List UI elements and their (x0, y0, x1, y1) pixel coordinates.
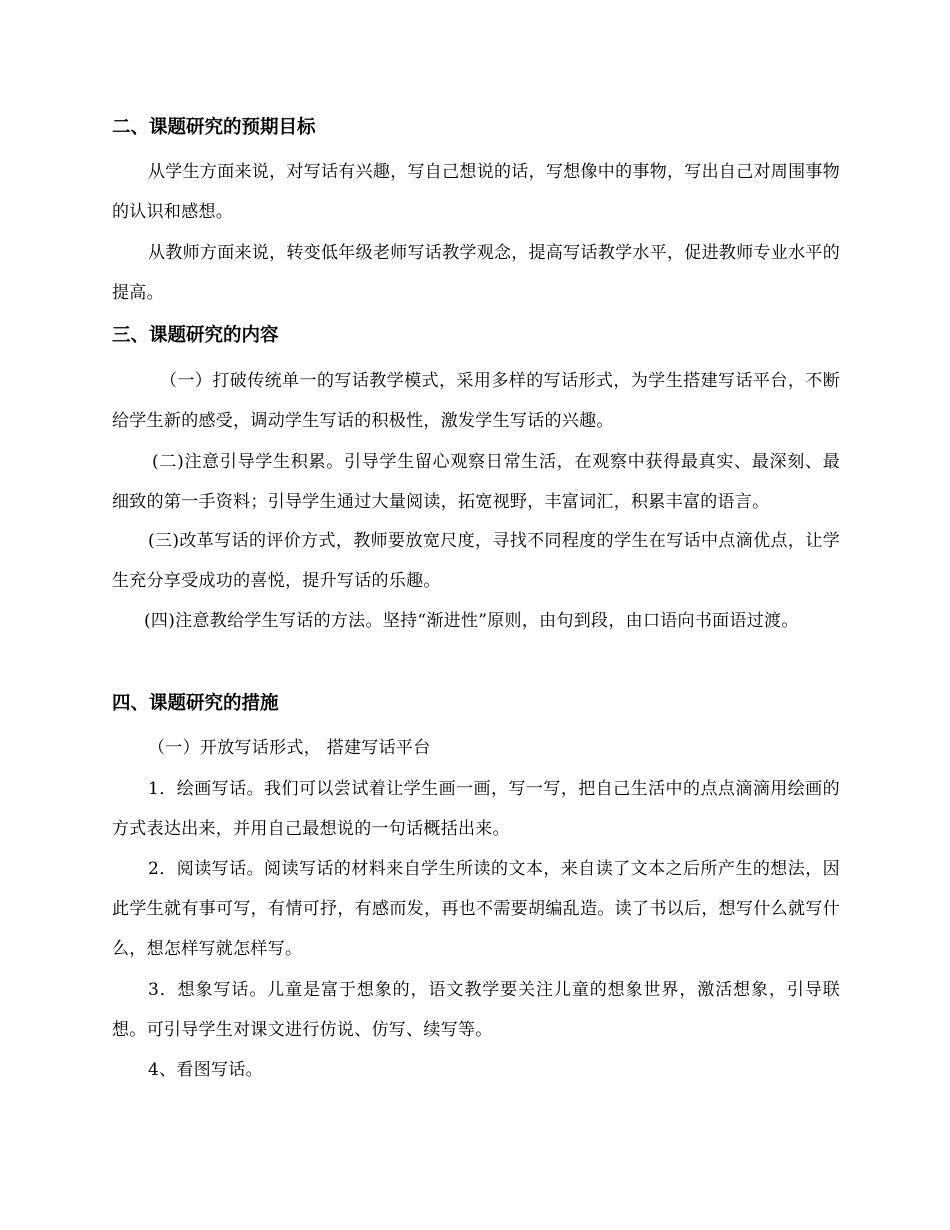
measures-item-reading: 2．阅读写话。阅读写话的材料来自学生所读的文本，来自读了文本之后所产生的想法，因此学生就有事可写，有情可抒，有感而发，再也不需要胡编乱造。读了书以后，想写什么就写什么，想怎样写就怎样写。 (112, 859, 840, 959)
measures-subheading-1: （一）开放写话形式， 搭建写话平台 (148, 738, 431, 758)
content-paragraph-2: (二)注意引导学生积累。引导学生留心观察日常生活，在观察中获得最真实、最深刻、最细致的第一手资料；引导学生通过大量阅读，拓宽视野，丰富词汇，积累丰富的语言。 (112, 452, 840, 512)
measures-item-picture: 4、看图写话。 (148, 1060, 263, 1080)
content-paragraph-4: (四)注意教给学生写话的方法。坚持“渐进性”原则，由句到段，由口语向书面语过渡。 (144, 611, 799, 631)
section-heading-content: 三、课题研究的内容 (112, 325, 279, 346)
content-paragraph-3: (三)改革写话的评价方式，教师要放宽尺度，寻找不同程度的学生在写话中点滴优点，让学生充分享受成功的喜悦，提升写话的乐趣。 (112, 531, 840, 591)
content-paragraph-1: （一）打破传统单一的写话教学模式，采用多样的写话形式，为学生搭建写话平台，不断给学生新的感受，调动学生写话的积极性，激发学生写话的兴趣。 (112, 371, 840, 431)
measures-item-imagination: 3．想象写话。儿童是富于想象的，语文教学要关注儿童的想象世界，激活想象，引导联想。可引导学生对课文进行仿说、仿写、续写等。 (112, 980, 840, 1040)
goals-paragraph-students: 从学生方面来说，对写话有兴趣，写自己想说的话，写想像中的事物，写出自己对周围事物的认识和感想。 (112, 162, 840, 222)
section-heading-measures: 四、课题研究的措施 (112, 693, 279, 714)
section-heading-goals: 二、课题研究的预期目标 (112, 117, 316, 138)
measures-item-drawing: 1．绘画写话。我们可以尝试着让学生画一画，写一写，把自己生活中的点点滴滴用绘画的方式表达出来，并用自己最想说的一句话概括出来。 (112, 779, 840, 839)
goals-paragraph-teachers: 从教师方面来说，转变低年级老师写话教学观念，提高写话教学水平，促进教师专业水平的提高。 (112, 243, 840, 303)
